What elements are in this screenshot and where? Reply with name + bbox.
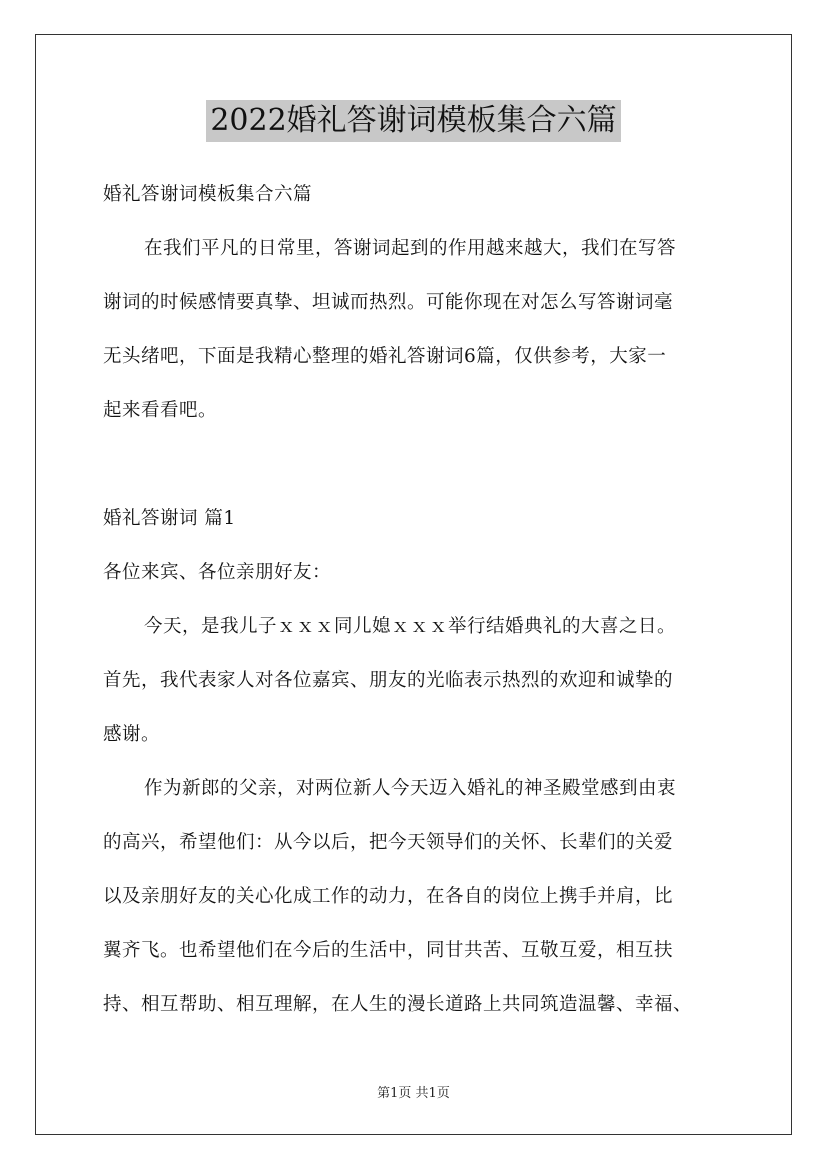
page-footer: 第1页 共1页 xyxy=(377,1086,450,1101)
section-heading: 婚礼答谢词 篇1 xyxy=(103,508,236,529)
salutation: 各位来宾、各位亲朋好友： xyxy=(103,562,332,583)
title-container xyxy=(0,100,827,142)
intro-line: 无头绪吧，下面是我精心整理的婚礼答谢词6篇，仅供参考，大家一 xyxy=(103,346,667,367)
paragraph-line: 持、相互帮助、相互理解，在人生的漫长道路上共同筑造温馨、幸福、 xyxy=(103,994,693,1015)
paragraph-line: 首先，我代表家人对各位嘉宾、朋友的光临表示热烈的欢迎和诚挚的 xyxy=(103,670,674,691)
paragraph-line: 作为新郎的父亲，对两位新人今天迈入婚礼的神圣殿堂感到由衷 xyxy=(144,778,677,799)
intro-line: 谢词的时候感情要真挚、坦诚而热烈。可能你现在对怎么写答谢词毫 xyxy=(103,292,674,313)
paragraph-line: 感谢。 xyxy=(103,724,161,745)
document-title: 2022婚礼答谢词模板集合六篇 xyxy=(206,100,620,142)
paragraph-line: 以及亲朋好友的关心化成工作的动力，在各自的岗位上携手并肩，比 xyxy=(103,886,674,907)
intro-line: 在我们平凡的日常里，答谢词起到的作用越来越大，我们在写答 xyxy=(144,238,677,259)
paragraph-line: 翼齐飞。也希望他们在今后的生活中，同甘共苦、互敬互爱，相互扶 xyxy=(103,940,674,961)
paragraph-line: 今天，是我儿子ｘｘｘ同儿媳ｘｘｘ举行结婚典礼的大喜之日。 xyxy=(144,616,677,637)
paragraph-line: 的高兴，希望他们：从今以后，把今天领导们的关怀、长辈们的关爱 xyxy=(103,832,674,853)
intro-line: 起来看看吧。 xyxy=(103,400,218,421)
subtitle: 婚礼答谢词模板集合六篇 xyxy=(103,184,313,205)
